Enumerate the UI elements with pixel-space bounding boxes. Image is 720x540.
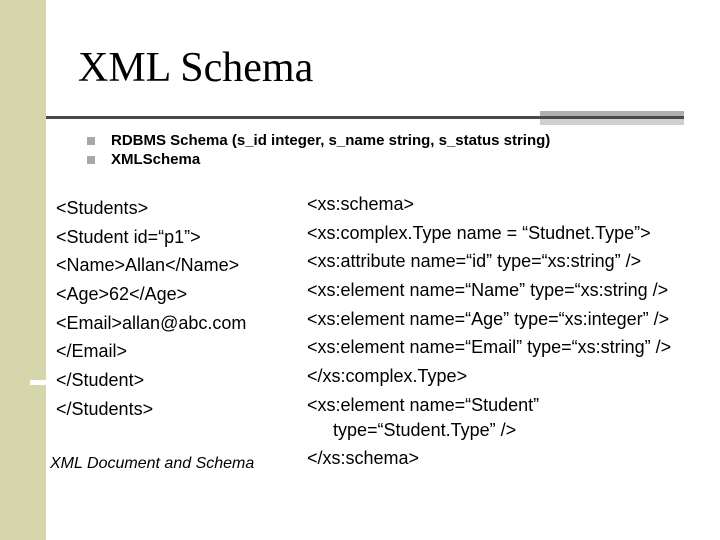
side-decor-tick — [30, 380, 46, 385]
bullet-list — [87, 131, 550, 169]
title-rule-accent-lower — [540, 119, 684, 125]
figure-caption: XML Document and Schema — [50, 455, 255, 472]
xml-document-line: <Email>allan@abc.com — [56, 312, 247, 333]
xml-schema-line: </xs:complex.Type> — [307, 366, 468, 387]
xml-schema-line: <xs:element name=“Name” type=“xs:string /> — [307, 280, 669, 301]
bullet-item — [87, 131, 550, 150]
xml-schema-line: <xs:schema> — [307, 194, 415, 214]
xml-schema-line: <xs:attribute name=“id” type=“xs:string” /> — [307, 251, 642, 272]
xml-schema-code — [307, 190, 671, 472]
xml-schema-line: <xs:element name=“Email” type=“xs:string” /> — [307, 337, 672, 358]
square-bullet-icon — [87, 137, 95, 145]
bullet-item — [87, 150, 550, 169]
xml-document-code — [56, 194, 246, 424]
square-bullet-icon — [87, 156, 95, 164]
xml-document-line: </Students> — [56, 398, 154, 419]
side-decor-bar — [0, 0, 46, 540]
xml-document-line: <Student id=“p1”> — [56, 226, 201, 247]
slide-title: XML Schema — [78, 45, 314, 91]
xml-document-line: </Email> — [56, 341, 128, 362]
xml-document-line: <Students> — [56, 198, 149, 218]
title-rule — [46, 116, 684, 119]
xml-schema-line: <xs:element name=“Student” — [307, 394, 540, 415]
xml-schema-line: <xs:complex.Type name = “Studnet.Type”> — [307, 222, 651, 243]
xml-schema-line: </xs:schema> — [307, 447, 420, 468]
xml-schema-line: type=“Student.Type” /> — [333, 419, 517, 440]
xml-document-line: </Student> — [56, 370, 145, 391]
xml-document-line: <Age>62</Age> — [56, 284, 188, 305]
bullet-text: RDBMS Schema (s_id integer, s_name string, s_status string) — [111, 132, 551, 149]
xml-schema-line: <xs:element name=“Age” type=“xs:integer” /> — [307, 308, 670, 329]
xml-document-line: <Name>Allan</Name> — [56, 255, 240, 276]
bullet-text: XMLSchema — [111, 151, 201, 168]
